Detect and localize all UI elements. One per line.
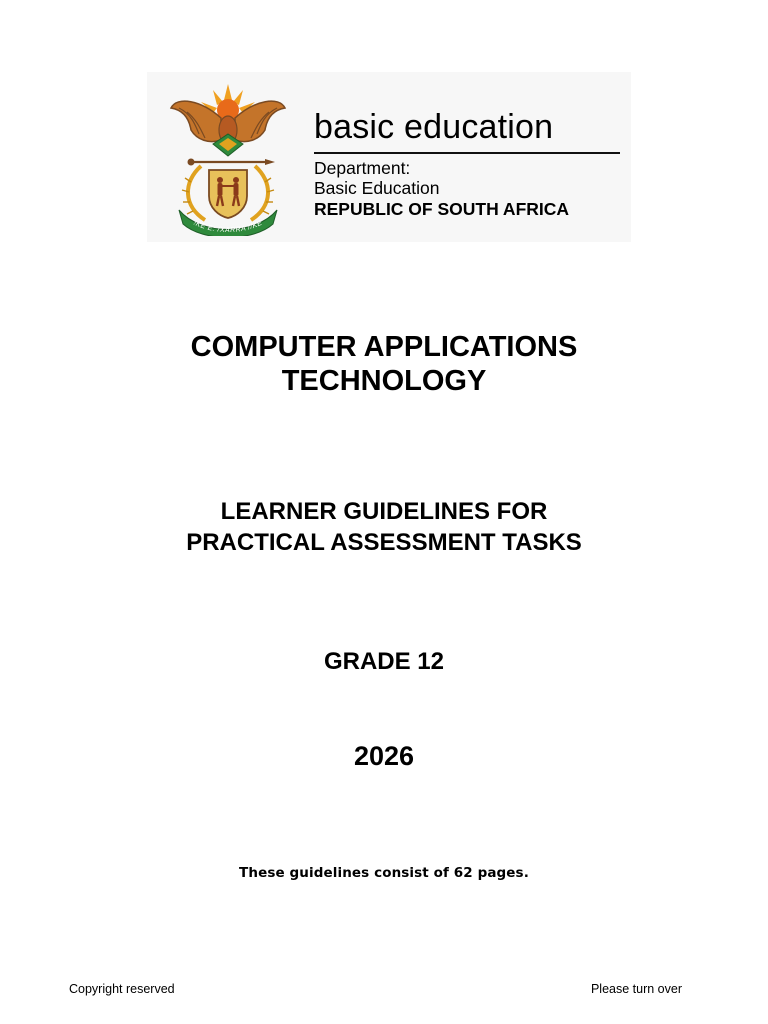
document-subtitle xyxy=(0,496,768,558)
shield xyxy=(209,170,247,218)
grade-label: GRADE 12 xyxy=(323,648,445,675)
footer-turn-over: Please turn over xyxy=(590,982,682,996)
motto-text: !KE E: /XARRA //KE xyxy=(192,219,264,235)
wordmark: basic education xyxy=(314,108,554,146)
department-logo xyxy=(147,72,631,242)
year-label: 2026 xyxy=(353,741,415,771)
document-subtitle-line-1: LEARNER GUIDELINES FOR xyxy=(220,498,548,525)
document-subtitle-line-2: PRACTICAL ASSESSMENT TASKS xyxy=(186,529,582,556)
page-count-note: These guidelines consist of 62 pages. xyxy=(239,865,529,881)
subject-title-line-1: COMPUTER APPLICATIONS xyxy=(190,331,578,363)
wordmark-underline xyxy=(314,152,620,154)
subject-title-line-2: TECHNOLOGY xyxy=(281,365,487,397)
department-label: Department: xyxy=(314,158,411,178)
department-name: Basic Education xyxy=(314,178,440,198)
subject-title xyxy=(0,330,768,398)
country-name: REPUBLIC OF SOUTH AFRICA xyxy=(314,199,570,219)
footer-copyright: Copyright reserved xyxy=(69,982,175,996)
coat-of-arms-icon xyxy=(161,78,295,236)
